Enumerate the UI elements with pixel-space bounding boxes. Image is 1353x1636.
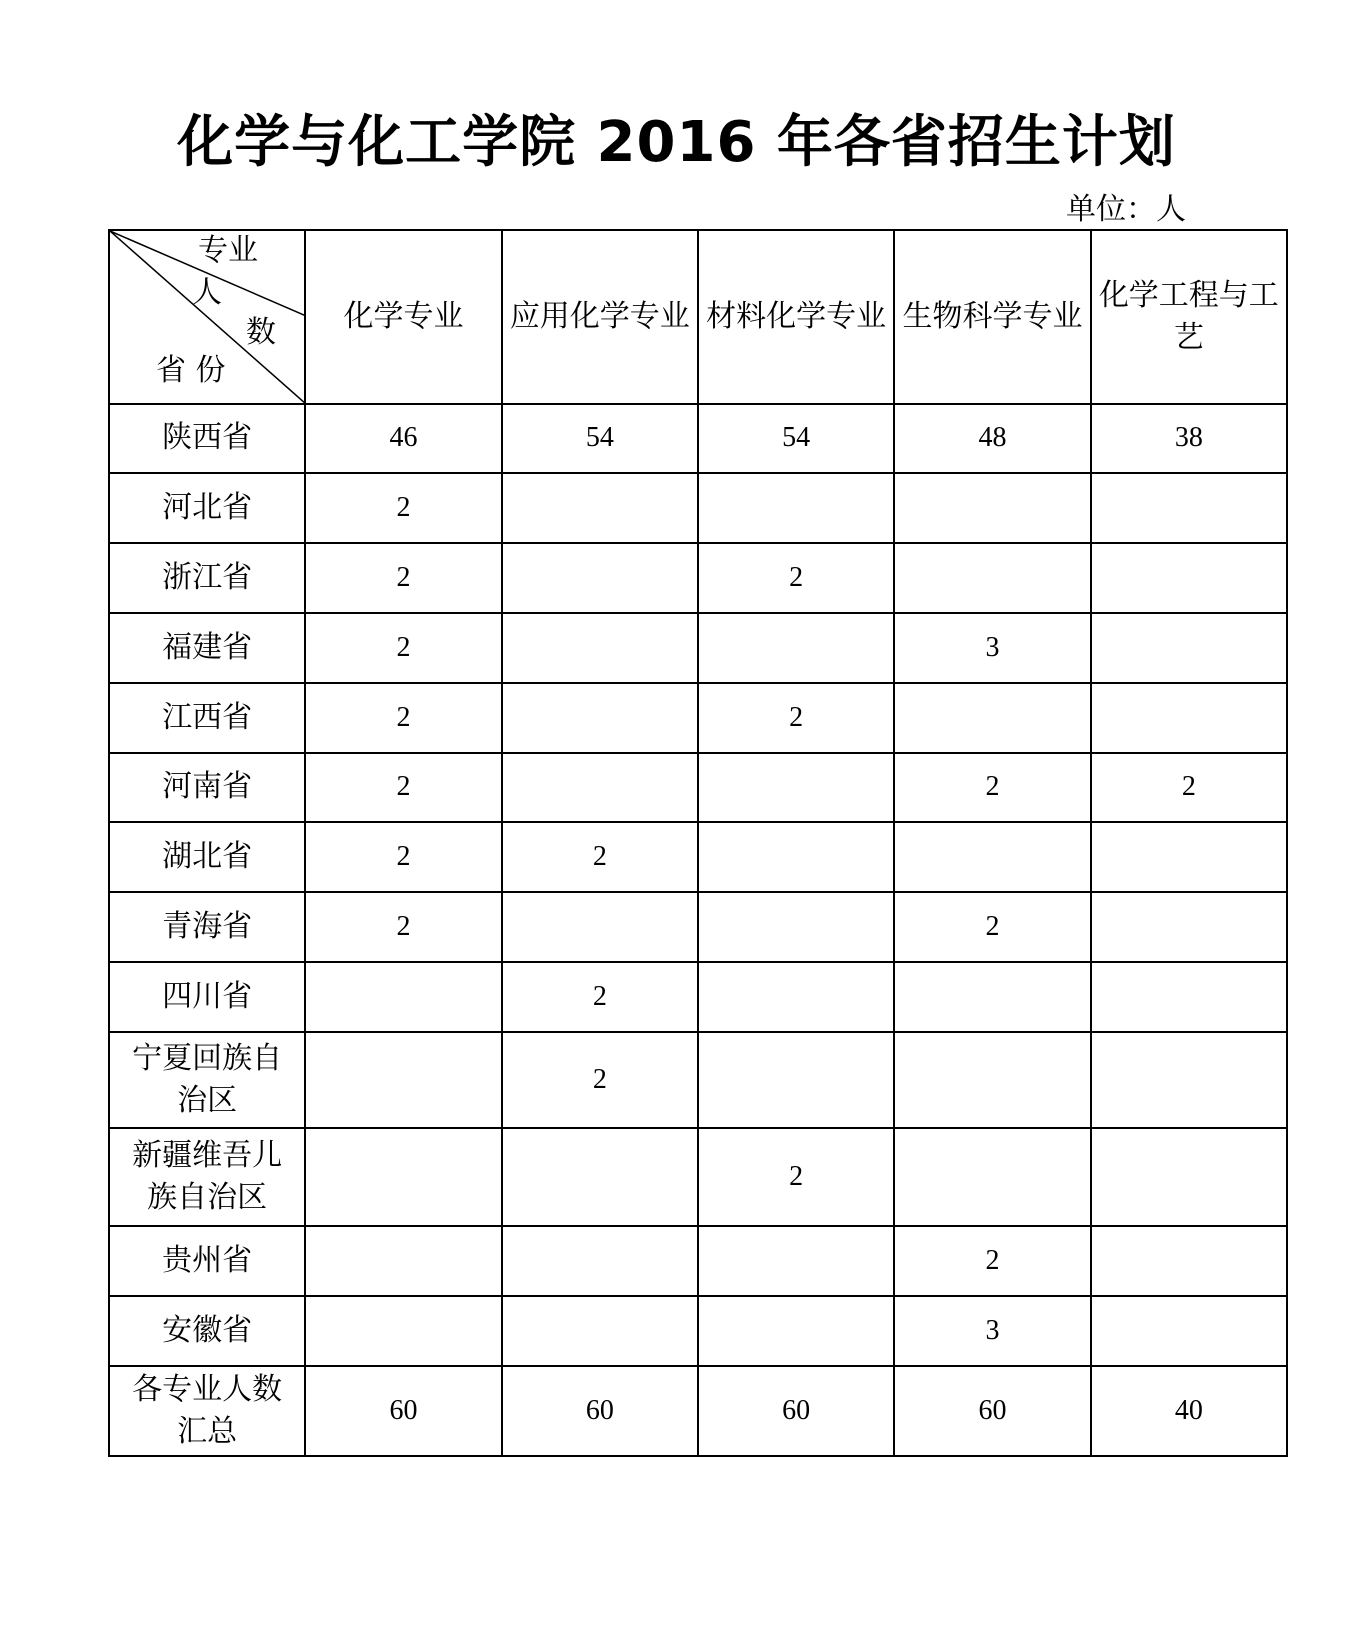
province-cell: 宁夏回族自治区 bbox=[109, 1032, 305, 1129]
province-cell: 浙江省 bbox=[109, 543, 305, 613]
value-cell bbox=[1091, 822, 1287, 892]
value-cell bbox=[305, 1032, 501, 1129]
value-cell bbox=[894, 473, 1090, 543]
value-cell: 2 bbox=[698, 543, 894, 613]
value-cell bbox=[698, 473, 894, 543]
value-cell bbox=[894, 543, 1090, 613]
total-value-cell: 60 bbox=[698, 1366, 894, 1457]
value-cell bbox=[502, 683, 698, 753]
value-cell bbox=[502, 1226, 698, 1296]
unit-label: 单位：人 bbox=[1066, 192, 1186, 227]
value-cell bbox=[1091, 543, 1287, 613]
value-cell: 2 bbox=[698, 683, 894, 753]
value-cell: 2 bbox=[305, 613, 501, 683]
value-cell bbox=[502, 613, 698, 683]
province-cell: 河南省 bbox=[109, 753, 305, 823]
value-cell: 54 bbox=[698, 404, 894, 474]
value-cell bbox=[305, 962, 501, 1032]
table-row bbox=[109, 962, 1287, 1032]
table-row bbox=[109, 543, 1287, 613]
value-cell bbox=[502, 892, 698, 962]
value-cell: 54 bbox=[502, 404, 698, 474]
value-cell bbox=[1091, 962, 1287, 1032]
value-cell: 2 bbox=[894, 1226, 1090, 1296]
province-cell: 河北省 bbox=[109, 473, 305, 543]
value-cell: 2 bbox=[502, 1032, 698, 1129]
column-header: 化学专业 bbox=[305, 230, 501, 404]
province-cell: 陕西省 bbox=[109, 404, 305, 474]
value-cell bbox=[1091, 1128, 1287, 1226]
value-cell: 2 bbox=[305, 822, 501, 892]
value-cell: 2 bbox=[894, 892, 1090, 962]
value-cell: 2 bbox=[502, 962, 698, 1032]
value-cell bbox=[698, 1226, 894, 1296]
table-row bbox=[109, 1128, 1287, 1226]
value-cell bbox=[502, 1296, 698, 1366]
value-cell bbox=[1091, 892, 1287, 962]
value-cell: 2 bbox=[894, 753, 1090, 823]
value-cell bbox=[305, 1226, 501, 1296]
value-cell bbox=[894, 1032, 1090, 1129]
value-cell: 2 bbox=[305, 892, 501, 962]
value-cell: 2 bbox=[305, 753, 501, 823]
value-cell: 3 bbox=[894, 613, 1090, 683]
value-cell: 38 bbox=[1091, 404, 1287, 474]
value-cell bbox=[1091, 1226, 1287, 1296]
total-row bbox=[109, 1366, 1287, 1457]
province-cell: 安徽省 bbox=[109, 1296, 305, 1366]
value-cell: 2 bbox=[698, 1128, 894, 1226]
value-cell bbox=[1091, 473, 1287, 543]
total-value-cell: 60 bbox=[305, 1366, 501, 1457]
column-header: 生物科学专业 bbox=[894, 230, 1090, 404]
corner-header-cell bbox=[109, 230, 305, 404]
value-cell bbox=[698, 613, 894, 683]
province-cell: 新疆维吾儿族自治区 bbox=[109, 1128, 305, 1226]
table-row bbox=[109, 683, 1287, 753]
province-cell: 福建省 bbox=[109, 613, 305, 683]
table-row bbox=[109, 1296, 1287, 1366]
table-row bbox=[109, 1032, 1287, 1129]
table-row bbox=[109, 473, 1287, 543]
value-cell: 48 bbox=[894, 404, 1090, 474]
total-value-cell: 60 bbox=[894, 1366, 1090, 1457]
value-cell bbox=[1091, 683, 1287, 753]
value-cell: 2 bbox=[305, 473, 501, 543]
page-title: 化学与化工学院 2016 年各省招生计划 bbox=[177, 110, 1176, 175]
province-cell: 湖北省 bbox=[109, 822, 305, 892]
value-cell: 2 bbox=[305, 683, 501, 753]
value-cell bbox=[894, 822, 1090, 892]
value-cell: 2 bbox=[305, 543, 501, 613]
province-cell: 贵州省 bbox=[109, 1226, 305, 1296]
value-cell bbox=[502, 543, 698, 613]
table-row bbox=[109, 613, 1287, 683]
value-cell bbox=[698, 962, 894, 1032]
value-cell bbox=[698, 1296, 894, 1366]
value-cell bbox=[502, 753, 698, 823]
column-header: 化学工程与工艺 bbox=[1091, 230, 1287, 404]
value-cell bbox=[894, 683, 1090, 753]
table-row bbox=[109, 822, 1287, 892]
value-cell bbox=[698, 753, 894, 823]
column-header: 应用化学专业 bbox=[502, 230, 698, 404]
value-cell bbox=[698, 892, 894, 962]
table-row bbox=[109, 892, 1287, 962]
value-cell bbox=[305, 1296, 501, 1366]
value-cell bbox=[894, 1128, 1090, 1226]
total-value-cell: 40 bbox=[1091, 1366, 1287, 1457]
total-label-cell: 各专业人数汇总 bbox=[109, 1366, 305, 1457]
value-cell bbox=[1091, 1032, 1287, 1129]
table-row bbox=[109, 1226, 1287, 1296]
province-cell: 江西省 bbox=[109, 683, 305, 753]
value-cell bbox=[502, 1128, 698, 1226]
value-cell bbox=[894, 962, 1090, 1032]
province-cell: 四川省 bbox=[109, 962, 305, 1032]
column-header: 材料化学专业 bbox=[698, 230, 894, 404]
total-value-cell: 60 bbox=[502, 1366, 698, 1457]
corner-ren-label: 人 bbox=[192, 275, 222, 310]
value-cell bbox=[1091, 613, 1287, 683]
value-cell bbox=[698, 1032, 894, 1129]
value-cell: 3 bbox=[894, 1296, 1090, 1366]
table-row bbox=[109, 404, 1287, 474]
value-cell bbox=[305, 1128, 501, 1226]
value-cell bbox=[1091, 1296, 1287, 1366]
value-cell: 2 bbox=[502, 822, 698, 892]
corner-province-label: 省 份 bbox=[156, 353, 226, 388]
value-cell: 46 bbox=[305, 404, 501, 474]
province-cell: 青海省 bbox=[109, 892, 305, 962]
value-cell: 2 bbox=[1091, 753, 1287, 823]
table-header-row bbox=[109, 230, 1287, 404]
enrollment-table bbox=[108, 229, 1288, 1457]
corner-shu-label: 数 bbox=[246, 315, 276, 350]
corner-major-label: 专业 bbox=[198, 233, 258, 268]
value-cell bbox=[698, 822, 894, 892]
table-row bbox=[109, 753, 1287, 823]
value-cell bbox=[502, 473, 698, 543]
